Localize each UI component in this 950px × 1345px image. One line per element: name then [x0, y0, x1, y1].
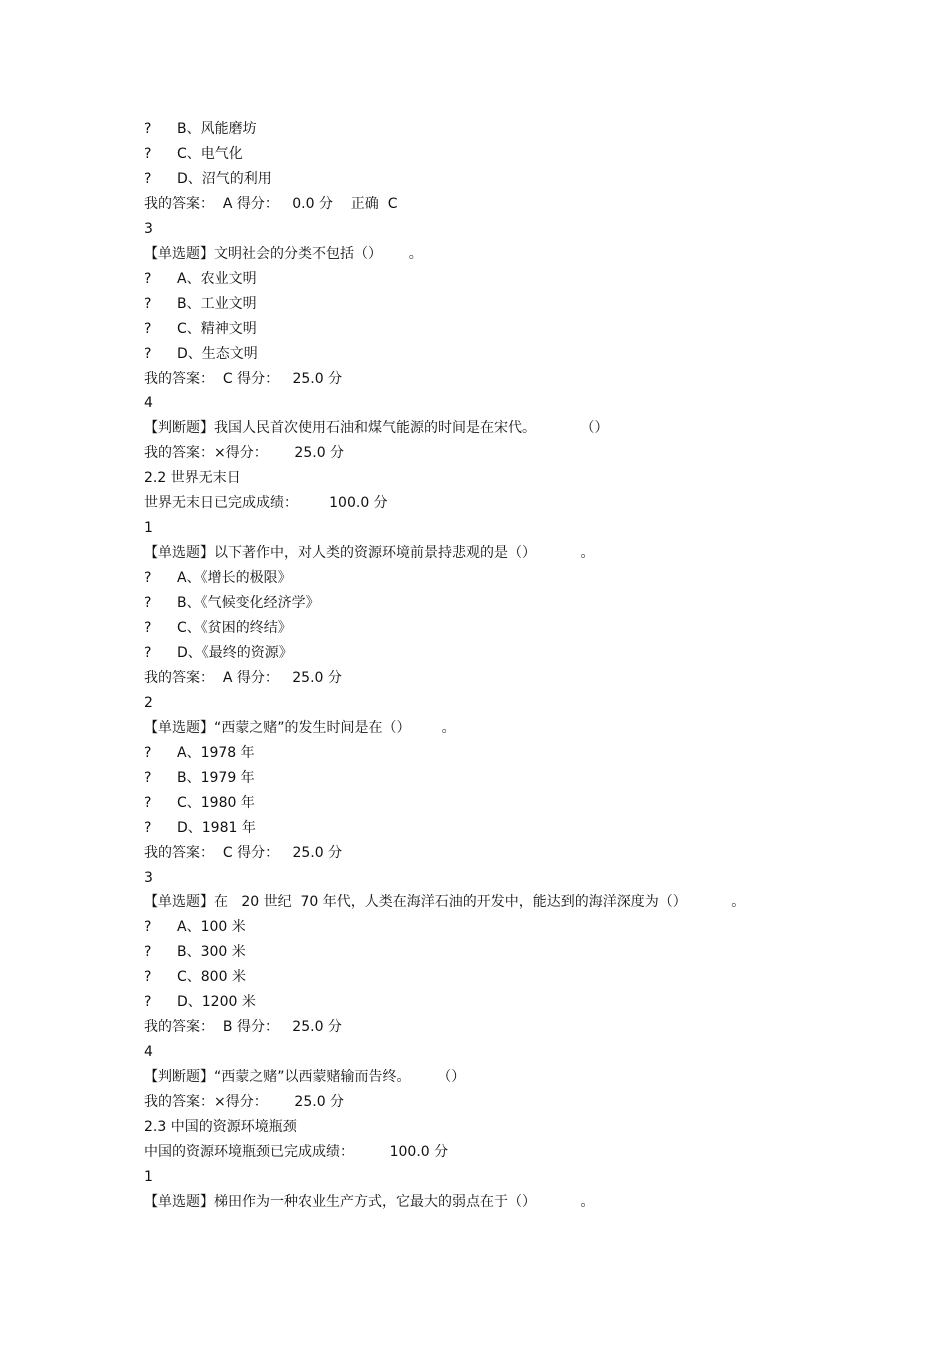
question-number: 3 [144, 220, 153, 237]
option-bullet: ? [144, 270, 152, 287]
answer-option [144, 619, 292, 637]
option-label: C、800 米 [177, 969, 246, 986]
my-answer-line: 我的答案： B 得分： 25.0 分 [144, 1019, 342, 1036]
answer-option [144, 644, 293, 662]
question-text: 【单选题】“西蒙之赌”的发生时间是在（） 。 [144, 719, 456, 736]
question-number: 4 [144, 395, 153, 412]
option-label: B、《气候变化经济学》 [177, 595, 320, 612]
option-bullet: ? [144, 145, 152, 162]
option-bullet: ? [144, 121, 152, 137]
answer-option [144, 295, 257, 313]
option-label: C、1980 年 [177, 794, 255, 811]
option-label: A、1978 年 [177, 744, 255, 761]
option-label: C、电气化 [177, 145, 243, 162]
answer-option [144, 270, 257, 288]
answer-option [144, 594, 320, 612]
section-score: 中国的资源环境瓶颈已完成成绩： 100.0 分 [144, 1143, 449, 1160]
my-answer-line: 我的答案： A 得分： 25.0 分 [144, 669, 342, 686]
answer-option [144, 918, 246, 936]
question-text: 【单选题】以下著作中，对人类的资源环境前景持悲观的是（） 。 [144, 545, 595, 562]
answer-option [144, 569, 292, 587]
answer-option [144, 320, 257, 338]
answer-option [144, 819, 256, 837]
answer-option [144, 769, 255, 787]
option-label: A、《增长的极限》 [177, 570, 292, 587]
option-label: B、工业文明 [177, 295, 257, 312]
question-text: 【判断题】我国人民首次使用石油和煤气能源的时间是在宋代。 （） [144, 420, 609, 437]
question-number: 4 [144, 1044, 153, 1061]
option-bullet: ? [144, 819, 152, 836]
question-text: 【判断题】“西蒙之赌”以西蒙赌输而告终。 （） [144, 1069, 466, 1086]
option-bullet: ? [144, 595, 152, 612]
option-bullet: ? [144, 944, 152, 961]
question-number: 3 [144, 869, 153, 886]
option-label: C、精神文明 [177, 320, 257, 337]
answer-option [144, 345, 258, 363]
answer-option [144, 968, 246, 986]
option-bullet: ? [144, 794, 152, 811]
section-title: 2.2 世界无末日 [144, 470, 241, 487]
answer-option [144, 170, 272, 188]
section-title: 2.3 中国的资源环境瓶颈 [144, 1119, 297, 1135]
answer-option [144, 120, 257, 138]
answer-option [144, 794, 255, 812]
option-label: C、《贫困的终结》 [177, 620, 292, 636]
my-answer-line: 我的答案： A 得分： 0.0 分 正确 C [144, 195, 398, 212]
option-bullet: ? [144, 969, 152, 986]
answer-option [144, 943, 246, 961]
option-label: D、1981 年 [177, 819, 256, 836]
option-label: D、1200 米 [177, 994, 256, 1011]
question-number: 1 [144, 1168, 153, 1185]
option-label: A、100 米 [177, 919, 246, 936]
option-bullet: ? [144, 620, 152, 636]
my-answer-line: 我的答案：×得分： 25.0 分 [144, 445, 345, 462]
my-answer-line: 我的答案： C 得分： 25.0 分 [144, 370, 343, 387]
option-bullet: ? [144, 644, 152, 661]
option-bullet: ? [144, 744, 152, 761]
my-answer-line: 我的答案：×得分： 25.0 分 [144, 1094, 345, 1111]
option-label: B、300 米 [177, 944, 246, 961]
question-text: 【单选题】文明社会的分类不包括（） 。 [144, 245, 423, 262]
option-bullet: ? [144, 345, 152, 362]
option-bullet: ? [144, 170, 152, 187]
option-label: B、风能磨坊 [177, 121, 257, 137]
question-text: 【单选题】梯田作为一种农业生产方式，它最大的弱点在于（） 。 [144, 1193, 595, 1210]
my-answer-line: 我的答案： C 得分： 25.0 分 [144, 844, 343, 861]
section-score: 世界无末日已完成成绩： 100.0 分 [144, 495, 388, 512]
option-bullet: ? [144, 919, 152, 936]
question-number: 2 [144, 694, 153, 711]
option-label: A、农业文明 [177, 270, 257, 287]
option-label: D、《最终的资源》 [177, 644, 293, 661]
option-label: D、沼气的利用 [177, 170, 272, 187]
answer-option [144, 993, 256, 1011]
option-bullet: ? [144, 295, 152, 312]
question-text: 【单选题】在 20 世纪 70 年代，人类在海洋石油的开发中，能达到的海洋深度为（） 。 [144, 894, 746, 911]
option-bullet: ? [144, 769, 152, 786]
option-label: D、生态文明 [177, 345, 258, 362]
answer-option [144, 145, 243, 163]
answer-option [144, 744, 255, 762]
option-bullet: ? [144, 570, 152, 587]
question-number: 1 [144, 520, 153, 537]
option-bullet: ? [144, 994, 152, 1011]
option-label: B、1979 年 [177, 769, 255, 786]
option-bullet: ? [144, 320, 152, 337]
